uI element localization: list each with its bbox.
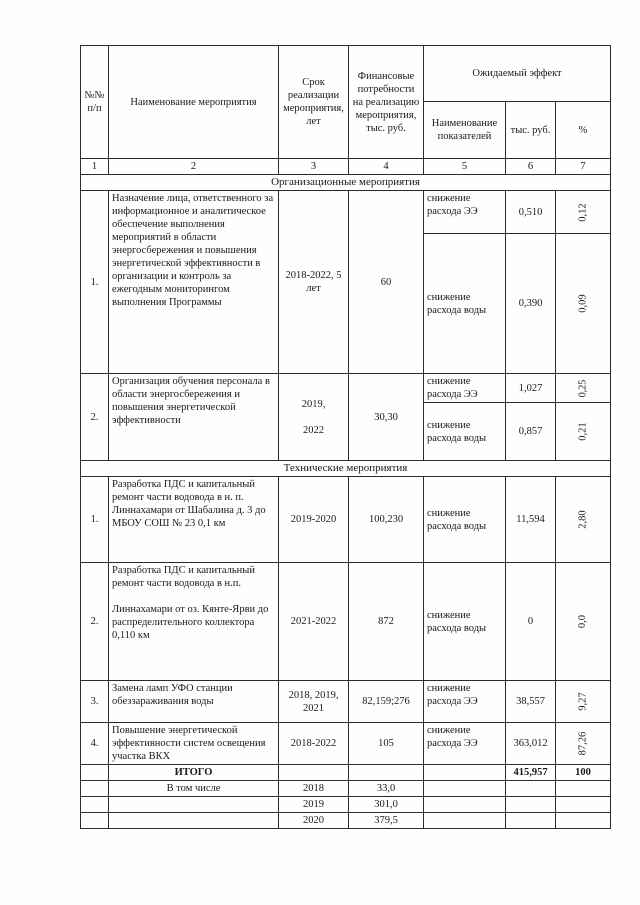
effect-value: 11,594 xyxy=(506,477,556,563)
colnum: 1 xyxy=(81,159,109,175)
year: 2018 xyxy=(279,781,349,797)
colnum: 2 xyxy=(109,159,279,175)
colnum: 4 xyxy=(349,159,424,175)
row-term: 2018-2022, 5 лет xyxy=(279,191,349,374)
cell-empty xyxy=(109,797,279,813)
row-name: Разработка ПДС и капитальный ремонт части водовода в н. п. Линнахамари от Шабалина д. 3 до МБОУ СОШ № 23 0,1 км xyxy=(109,477,279,563)
cell-empty xyxy=(424,781,506,797)
year-amount: 379,5 xyxy=(349,813,424,829)
year: 2019 xyxy=(279,797,349,813)
header-finance: Финансовые потребности на реализацию мероприятия, тыс. руб. xyxy=(349,46,424,159)
header-name: Наименование мероприятия xyxy=(109,46,279,159)
cell-empty xyxy=(506,797,556,813)
row-term: 2019-2020 xyxy=(279,477,349,563)
row-term: 2019, 2022 xyxy=(279,374,349,461)
row-finance: 60 xyxy=(349,191,424,374)
cell-empty xyxy=(556,781,611,797)
effect-indicator: снижение расхода воды xyxy=(424,234,506,374)
effect-value: 0,510 xyxy=(506,191,556,234)
header-percent: % xyxy=(556,102,611,159)
row-term: 2018, 2019, 2021 xyxy=(279,681,349,723)
row-finance: 30,30 xyxy=(349,374,424,461)
cell-empty xyxy=(424,797,506,813)
total-empty xyxy=(349,765,424,781)
effect-percent: 2,80 xyxy=(556,477,611,563)
effect-value: 0,857 xyxy=(506,403,556,461)
header-thousand: тыс. руб. xyxy=(506,102,556,159)
row-num: 1. xyxy=(81,191,109,374)
effect-indicator: снижение расхода ЭЭ xyxy=(424,681,506,723)
header-num: №№ п/п xyxy=(81,46,109,159)
row-num: 4. xyxy=(81,723,109,765)
effect-indicator: снижение расхода воды xyxy=(424,477,506,563)
colnum: 6 xyxy=(506,159,556,175)
row-finance: 82,159;276 xyxy=(349,681,424,723)
effect-percent: 0,0 xyxy=(556,563,611,681)
row-num: 2. xyxy=(81,563,109,681)
colnum: 3 xyxy=(279,159,349,175)
header-effect: Ожидаемый эффект xyxy=(424,46,611,102)
year-amount: 33,0 xyxy=(349,781,424,797)
effect-value: 0,390 xyxy=(506,234,556,374)
section-tech: Технические мероприятия xyxy=(81,461,611,477)
cell-empty xyxy=(81,813,109,829)
cell-empty xyxy=(424,813,506,829)
row-name: Организация обучения персонала в области энергосбережения и повышения энергетической эффективности xyxy=(109,374,279,461)
cell-empty xyxy=(506,813,556,829)
effect-percent: 0,21 xyxy=(556,403,611,461)
colnum: 7 xyxy=(556,159,611,175)
total-label: ИТОГО xyxy=(109,765,279,781)
header-indicator: Наименование показателей xyxy=(424,102,506,159)
total-percent: 100 xyxy=(556,765,611,781)
row-num: 3. xyxy=(81,681,109,723)
effect-indicator: снижение расхода воды xyxy=(424,403,506,461)
effect-indicator: снижение расхода воды xyxy=(424,563,506,681)
row-finance: 105 xyxy=(349,723,424,765)
effect-indicator: снижение расхода ЭЭ xyxy=(424,723,506,765)
effect-value: 38,557 xyxy=(506,681,556,723)
total-value: 415,957 xyxy=(506,765,556,781)
row-finance: 100,230 xyxy=(349,477,424,563)
row-finance: 872 xyxy=(349,563,424,681)
total-empty xyxy=(279,765,349,781)
cell-empty xyxy=(506,781,556,797)
effect-percent: 0,25 xyxy=(556,374,611,403)
cell-empty xyxy=(81,781,109,797)
effect-percent: 87,26 xyxy=(556,723,611,765)
including-label: В том числе xyxy=(109,781,279,797)
effect-percent: 0,12 xyxy=(556,191,611,234)
effect-indicator: снижение расхода ЭЭ xyxy=(424,374,506,403)
row-num: 2. xyxy=(81,374,109,461)
section-org: Организационные мероприятия xyxy=(81,175,611,191)
effect-percent: 0,09 xyxy=(556,234,611,374)
measures-table xyxy=(80,45,611,829)
cell-empty xyxy=(109,813,279,829)
effect-value: 0 xyxy=(506,563,556,681)
total-empty xyxy=(81,765,109,781)
colnum: 5 xyxy=(424,159,506,175)
row-num: 1. xyxy=(81,477,109,563)
row-name: Назначение лица, ответственного за информационное и аналитическое обеспечение выполнения мероприятий в области энергосбережения и повышения энергетической эффективности в организации и контроль за ежегодным мониторингом выполнения Программы xyxy=(109,191,279,374)
row-name: Повышение энергетической эффективности систем освещения участка ВКХ xyxy=(109,723,279,765)
row-name: Разработка ПДС и капитальный ремонт части водовода в н.п. Линнахамари от оз. Кянте-Ярви до распределительного коллектора 0,110 км xyxy=(109,563,279,681)
year: 2020 xyxy=(279,813,349,829)
total-empty xyxy=(424,765,506,781)
effect-value: 363,012 xyxy=(506,723,556,765)
cell-empty xyxy=(556,813,611,829)
cell-empty xyxy=(556,797,611,813)
effect-value: 1,027 xyxy=(506,374,556,403)
header-term: Срок реализации мероприятия, лет xyxy=(279,46,349,159)
row-term: 2018-2022 xyxy=(279,723,349,765)
effect-percent: 9,27 xyxy=(556,681,611,723)
row-term: 2021-2022 xyxy=(279,563,349,681)
row-name: Замена ламп УФО станции обеззараживания воды xyxy=(109,681,279,723)
year-amount: 301,0 xyxy=(349,797,424,813)
cell-empty xyxy=(81,797,109,813)
effect-indicator: снижение расхода ЭЭ xyxy=(424,191,506,234)
